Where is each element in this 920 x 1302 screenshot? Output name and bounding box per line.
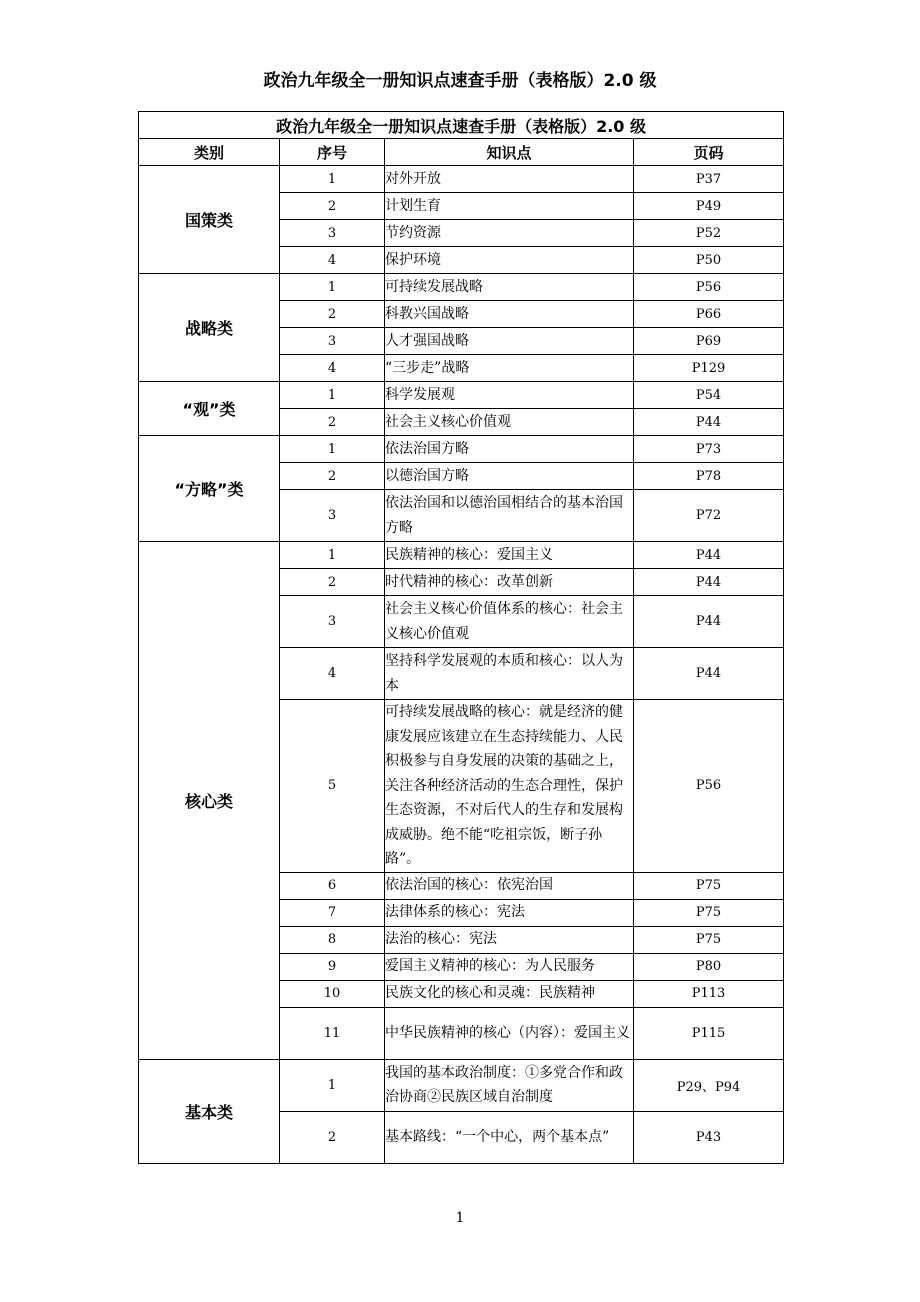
point-cell: 人才强国战略 (385, 328, 634, 355)
point-cell: 法治的核心：宪法 (385, 926, 634, 953)
page-cell: P44 (634, 596, 784, 648)
page-cell: P43 (634, 1111, 784, 1163)
page-cell: P72 (634, 490, 784, 542)
category-cell: 基本类 (139, 1059, 280, 1163)
header-seq: 序号 (280, 139, 385, 166)
point-cell: “三步走”战略 (385, 355, 634, 382)
seq-cell: 3 (280, 328, 385, 355)
category-cell: 战略类 (139, 274, 280, 382)
page-cell: P66 (634, 301, 784, 328)
seq-cell: 10 (280, 980, 385, 1007)
table-caption: 政治九年级全一册知识点速查手册（表格版）2.0 级 (139, 112, 784, 139)
point-cell: 可持续发展战略 (385, 274, 634, 301)
page-cell: P115 (634, 1007, 784, 1059)
page-cell: P129 (634, 355, 784, 382)
seq-cell: 1 (280, 542, 385, 569)
header-point: 知识点 (385, 139, 634, 166)
seq-cell: 1 (280, 1059, 385, 1111)
page-cell: P29、P94 (634, 1059, 784, 1111)
page-cell: P50 (634, 247, 784, 274)
point-cell: 民族精神的核心：爱国主义 (385, 542, 634, 569)
seq-cell: 1 (280, 436, 385, 463)
seq-cell: 4 (280, 355, 385, 382)
point-cell: 依法治国的核心：依宪治国 (385, 872, 634, 899)
page-cell: P44 (634, 648, 784, 700)
table-row (139, 436, 784, 463)
table-row (139, 274, 784, 301)
seq-cell: 4 (280, 247, 385, 274)
page-cell: P44 (634, 409, 784, 436)
seq-cell: 1 (280, 274, 385, 301)
point-cell: 时代精神的核心：改革创新 (385, 569, 634, 596)
point-cell: 中华民族精神的核心（内容）：爱国主义 (385, 1007, 634, 1059)
point-cell: 法律体系的核心：宪法 (385, 899, 634, 926)
seq-cell: 3 (280, 220, 385, 247)
point-cell: 计划生育 (385, 193, 634, 220)
page-cell: P73 (634, 436, 784, 463)
header-page: 页码 (634, 139, 784, 166)
page-cell: P37 (634, 166, 784, 193)
seq-cell: 2 (280, 1111, 385, 1163)
knowledge-table (138, 111, 784, 1164)
point-cell: 依法治国和以德治国相结合的基本治国方略 (385, 490, 634, 542)
seq-cell: 7 (280, 899, 385, 926)
page-cell: P54 (634, 382, 784, 409)
point-cell: 坚持科学发展观的本质和核心：以人为本 (385, 648, 634, 700)
page-cell: P56 (634, 274, 784, 301)
point-cell: 依法治国方略 (385, 436, 634, 463)
page-cell: P80 (634, 953, 784, 980)
page-cell: P69 (634, 328, 784, 355)
seq-cell: 2 (280, 569, 385, 596)
seq-cell: 2 (280, 193, 385, 220)
seq-cell: 1 (280, 382, 385, 409)
seq-cell: 3 (280, 490, 385, 542)
document-title: 政治九年级全一册知识点速查手册（表格版）2.0 级 (263, 71, 657, 91)
point-cell: 对外开放 (385, 166, 634, 193)
category-cell: 国策类 (139, 166, 280, 274)
point-cell: 社会主义核心价值体系的核心：社会主义核心价值观 (385, 596, 634, 648)
seq-cell: 9 (280, 953, 385, 980)
seq-cell: 5 (280, 700, 385, 873)
seq-cell: 11 (280, 1007, 385, 1059)
point-cell: 节约资源 (385, 220, 634, 247)
category-cell: 核心类 (139, 542, 280, 1060)
page-cell: P44 (634, 569, 784, 596)
page-cell: P56 (634, 700, 784, 873)
point-cell: 民族文化的核心和灵魂：民族精神 (385, 980, 634, 1007)
page-cell: P75 (634, 872, 784, 899)
seq-cell: 4 (280, 648, 385, 700)
seq-cell: 6 (280, 872, 385, 899)
seq-cell: 1 (280, 166, 385, 193)
seq-cell: 8 (280, 926, 385, 953)
point-cell: 基本路线：“一个中心，两个基本点” (385, 1111, 634, 1163)
header-category: 类别 (139, 139, 280, 166)
point-cell: 保护环境 (385, 247, 634, 274)
point-cell: 可持续发展战略的核心：就是经济的健康发展应该建立在生态持续能力、人民积极参与自身发展的决策的基础之上，关注各种经济活动的生态合理性，保护生态资源，不对后代人的生存和发展构成威胁。绝不能“吃祖宗饭，断子孙路”。 (385, 700, 634, 873)
seq-cell: 2 (280, 409, 385, 436)
table-row (139, 166, 784, 193)
page-cell: P75 (634, 899, 784, 926)
category-cell: “方略”类 (139, 436, 280, 542)
point-cell: 科教兴国战略 (385, 301, 634, 328)
page-number: 1 (455, 1210, 465, 1226)
table-row (139, 542, 784, 569)
seq-cell: 2 (280, 301, 385, 328)
seq-cell: 3 (280, 596, 385, 648)
page-cell: P52 (634, 220, 784, 247)
category-cell: “观”类 (139, 382, 280, 436)
page-cell: P44 (634, 542, 784, 569)
page-cell: P113 (634, 980, 784, 1007)
page-cell: P49 (634, 193, 784, 220)
table-row (139, 1059, 784, 1111)
seq-cell: 2 (280, 463, 385, 490)
table-row (139, 382, 784, 409)
point-cell: 我国的基本政治制度：①多党合作和政治协商②民族区域自治制度 (385, 1059, 634, 1111)
point-cell: 科学发展观 (385, 382, 634, 409)
page-cell: P78 (634, 463, 784, 490)
point-cell: 爱国主义精神的核心：为人民服务 (385, 953, 634, 980)
page-cell: P75 (634, 926, 784, 953)
point-cell: 以德治国方略 (385, 463, 634, 490)
point-cell: 社会主义核心价值观 (385, 409, 634, 436)
